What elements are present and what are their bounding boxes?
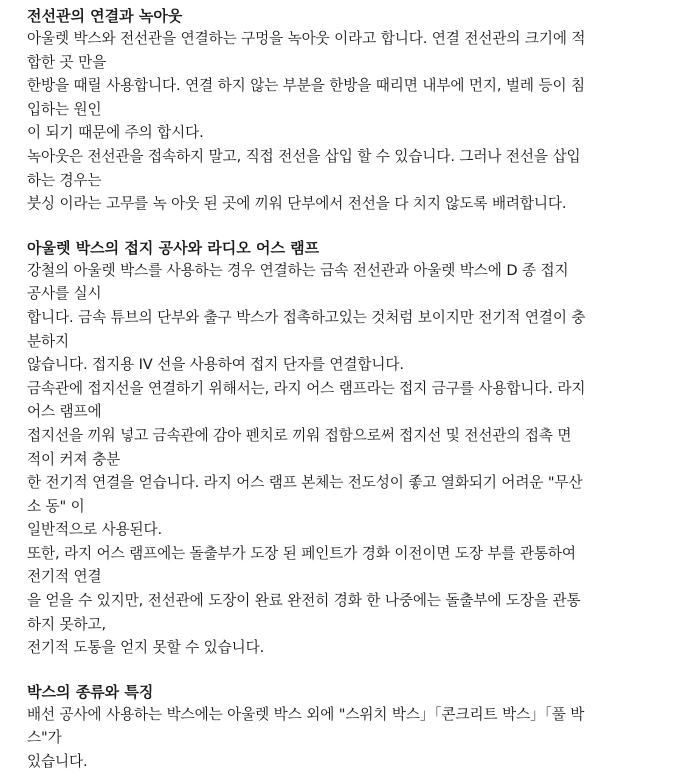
text-line: 전기적 도통을 얻지 못할 수 있습니다.: [27, 639, 265, 657]
text-line: 붓싱 이라는 고무를 녹 아웃 된 곳에 끼워 단부에서 전선을 다 치지 않도록 배려합니다.: [27, 195, 567, 213]
text-line: 을 얻을 수 있지만, 전선관에 도장이 완료 완전히 경화 한 나중에는 돌출부에 도장을 관통: [27, 592, 581, 610]
text-line: 강철의 아울렛 박스를 사용하는 경우 연결하는 금속 전선관과 아울렛 박스에 D 종 접지: [27, 261, 569, 279]
text-line: 또한, 라지 어스 램프에는 돌출부가 도장 된 페인트가 경화 이전이면 도장 부를 관통하여: [27, 544, 576, 562]
text-line: 금속관에 접지선을 연결하기 위해서는, 라지 어스 램프라는 접지 금구를 사용합니다. 라지: [27, 379, 586, 397]
section-grounding-earth-clamp: [27, 237, 699, 660]
section-heading: 아울렛 박스의 접지 공사와 라디오 어스 램프: [27, 238, 320, 257]
text-line: 공사를 실시: [27, 285, 102, 303]
text-line: 합니다. 금속 튜브의 단부와 출구 박스가 접촉하고있는 것처럼 보이지만 전기적 연결이 충: [27, 308, 586, 326]
text-line: 녹아웃은 전선관을 접속하지 말고, 직접 전선을 삽입 할 수 있습니다. 그러나 전선을 삽입: [27, 147, 581, 165]
text-line: 않습니다. 접지용 IV 선을 사용하여 접지 단자를 연결합니다.: [27, 356, 404, 374]
section-box-types: [27, 681, 699, 774]
text-line: 하는 경우는: [27, 171, 102, 189]
paragraph-gap: [27, 660, 699, 681]
text-line: 일반적으로 사용된다.: [27, 521, 163, 539]
text-line: 분하지: [27, 332, 69, 350]
text-line: 하지 못하고,: [27, 615, 107, 633]
text-line: 합한 곳 만을: [27, 53, 107, 71]
section-heading: 박스의 종류와 특징: [27, 682, 154, 701]
paragraph-gap: [27, 216, 699, 237]
text-line: 접지선을 끼워 넣고 금속관에 감아 펜치로 끼워 접함으로써 접지선 및 전선관의 접촉 면: [27, 426, 572, 444]
section-heading: 전선관의 연결과 녹아웃: [27, 7, 183, 25]
text-line: 한방을 때릴 사용합니다. 연결 하지 않는 부분을 한방을 때리면 내부에 먼지, 벌레 등이 침: [27, 77, 586, 95]
text-line: 배선 공사에 사용하는 박스에는 아울렛 박스 외에 "스위치 박스」「콘크리트 박스」「풀 박: [27, 705, 585, 723]
section-conduit-knockout: [27, 5, 699, 216]
text-line: 입하는 원인: [27, 100, 102, 118]
text-line: 어스 램프에: [27, 403, 102, 421]
text-line: 한 전기적 연결을 얻습니다. 라지 어스 램프 본체는 전도성이 좋고 열화되기 어려운 "무산: [27, 474, 583, 492]
text-line: 있습니다.: [27, 753, 88, 771]
text-line: 전기적 연결: [27, 568, 102, 586]
text-line: 스"가: [27, 729, 62, 747]
text-line: 소 동" 이: [27, 497, 85, 515]
text-line: 아울렛 박스와 전선관을 연결하는 구멍을 녹아웃 이라고 합니다. 연결 전선관의 크기에 적: [27, 30, 586, 47]
text-line: 적이 커져 충분: [27, 450, 121, 468]
text-line: 이 되기 때문에 주의 합시다.: [27, 124, 204, 142]
